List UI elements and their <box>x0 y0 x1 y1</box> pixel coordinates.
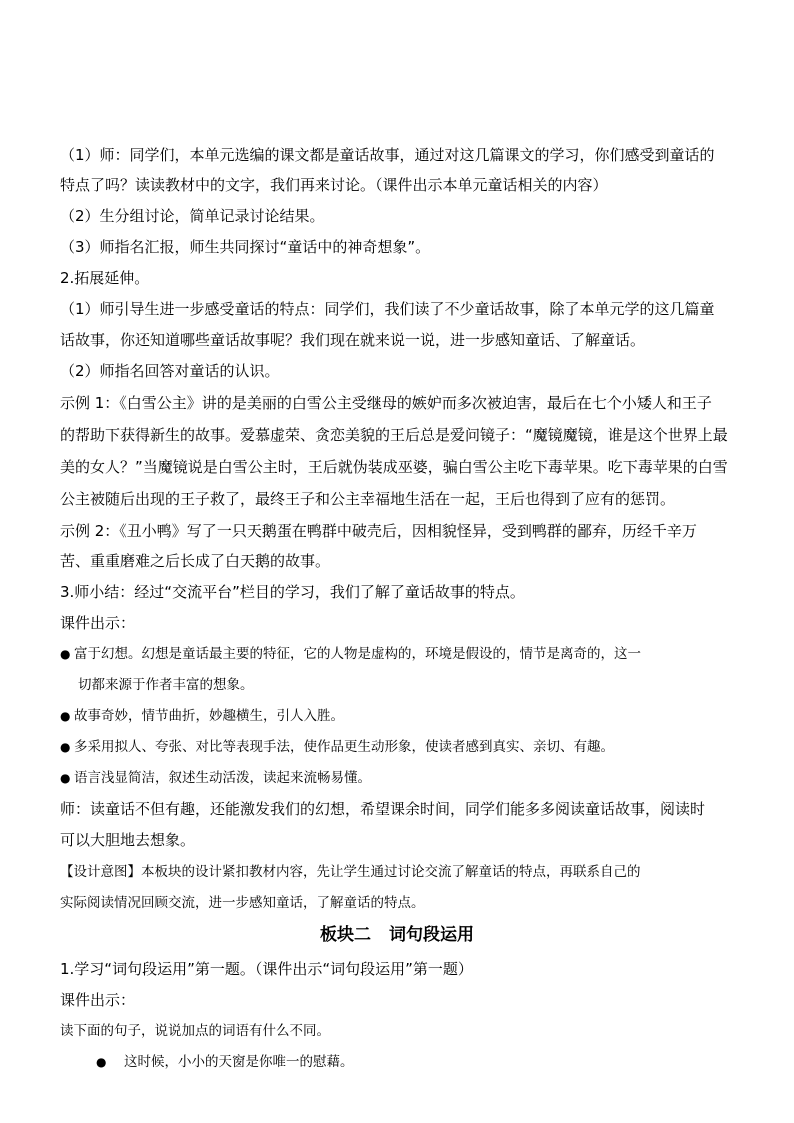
read-prompt: 读下面的句子，说说加点的词语有什么不同。 <box>60 1023 330 1039</box>
extend-1-line-1: （1）师引导生进一步感受童话的特点：同学们，我们读了不少童话故事，除了本单元学的这几篇童 <box>60 300 715 318</box>
bullet-item-4 <box>60 763 760 793</box>
bullet-item-1-line-2: 切都来源于作者丰富的想象。 <box>78 677 254 693</box>
teacher-line-2: 可以大胆地去想象。 <box>60 831 196 849</box>
paragraph-2: （2）生分组讨论，简单记录讨论结果。 <box>60 207 325 225</box>
bullet-icon: ● <box>60 771 71 785</box>
summary: 3.师小结：经过“交流平台”栏目的学习，我们了解了童话故事的特点。 <box>60 583 525 601</box>
sentence-item-1 <box>96 1047 794 1077</box>
paragraph-1-line-2: 特点了吗？读读教材中的文字，我们再来讨论。（课件出示本单元童话相关的内容） <box>60 176 608 194</box>
courseware-label-2: 课件出示： <box>60 991 136 1009</box>
example-2-line-1: 示例 2：《丑小鸭》写了一只天鹅蛋在鸭群中破壳后，因相貌怪异，受到鸭群的鄙弃，历经千辛万 <box>60 522 697 540</box>
bullet-item-3 <box>60 732 760 762</box>
paragraph-1-line-1: （1）师：同学们，本单元选编的课文都是童话故事，通过对这几篇课文的学习，你们感受到童话的 <box>60 146 715 164</box>
bullet-icon: ● <box>60 647 71 661</box>
example-1-line-1: 示例 1：《白雪公主》讲的是美丽的白雪公主受继母的嫉妒而多次被迫害，最后在七个小矮人和王子 <box>60 394 712 412</box>
teacher-line-1: 师：读童话不但有趣，还能激发我们的幻想，希望课余时间，同学们能多多阅读童话故事，阅读时 <box>60 800 706 818</box>
design-intent-line-1: 【设计意图】本板块的设计紧扣教材内容，先让学生通过讨论交流了解童话的特点，再联系自己的 <box>60 864 641 880</box>
courseware-label: 课件出示： <box>60 614 136 632</box>
bullet-icon: ● <box>60 709 71 723</box>
paragraph-3: （3）师指名汇报，师生共同探讨“童话中的神奇想象”。 <box>60 238 431 256</box>
example-1-line-4: 公主被随后出现的王子救了，最终王子和公主幸福地生活在一起，王后也得到了应有的惩罚。 <box>60 490 676 508</box>
section-heading <box>0 920 794 950</box>
bullet-item-1-line-1 <box>60 639 760 669</box>
bullet-text: 多采用拟人、夸张、对比等表现手法，使作品更生动形象，使读者感到真实、亲切、有趣。 <box>74 739 614 755</box>
bullet-text: 语言浅显简洁，叙述生动活泼，读起来流畅易懂。 <box>74 770 371 786</box>
bullet-text: 故事奇妙，情节曲折，妙趣横生，引人入胜。 <box>74 708 344 724</box>
bullet-text: 富于幻想。幻想是童话最主要的特征，它的人物是虚构的，环境是假设的，情节是离奇的，这一 <box>74 646 641 662</box>
extend-title: 2.拓展延伸。 <box>60 269 150 287</box>
extend-1-line-2: 话故事，你还知道哪些童话故事呢？我们现在就来说一说，进一步感知童话、了解童话。 <box>60 331 646 349</box>
example-1-line-2: 的帮助下获得新生的故事。爱慕虚荣、贪恋美貌的王后总是爱问镜子：“魔镜魔镜，谁是这个世界上最 <box>60 426 728 444</box>
bullet-icon: ● <box>96 1055 107 1069</box>
bullet-item-2 <box>60 701 760 731</box>
example-1-line-3: 美的女人？”当魔镜说是白雪公主时，王后就伪装成巫婆，骗白雪公主吃下毒苹果。吃下毒苹果的白雪 <box>60 458 728 476</box>
sentence-text: 这时候，小小的天窗是你唯一的慰藉。 <box>124 1054 354 1070</box>
design-intent-line-2: 实际阅读情况回顾交流，进一步感知童话，了解童话的特点。 <box>60 895 425 911</box>
section-heading-part-1: 板块二 <box>320 925 371 945</box>
learn-item: 1.学习“词句段运用”第一题。（课件出示“词句段运用”第一题） <box>60 960 473 978</box>
example-2-line-2: 苦、重重磨难之后长成了白天鹅的故事。 <box>60 552 331 570</box>
section-heading-part-2: 词句段运用 <box>389 925 474 945</box>
extend-2: （2）师指名回答对童话的认识。 <box>60 362 280 380</box>
bullet-icon: ● <box>60 740 71 754</box>
